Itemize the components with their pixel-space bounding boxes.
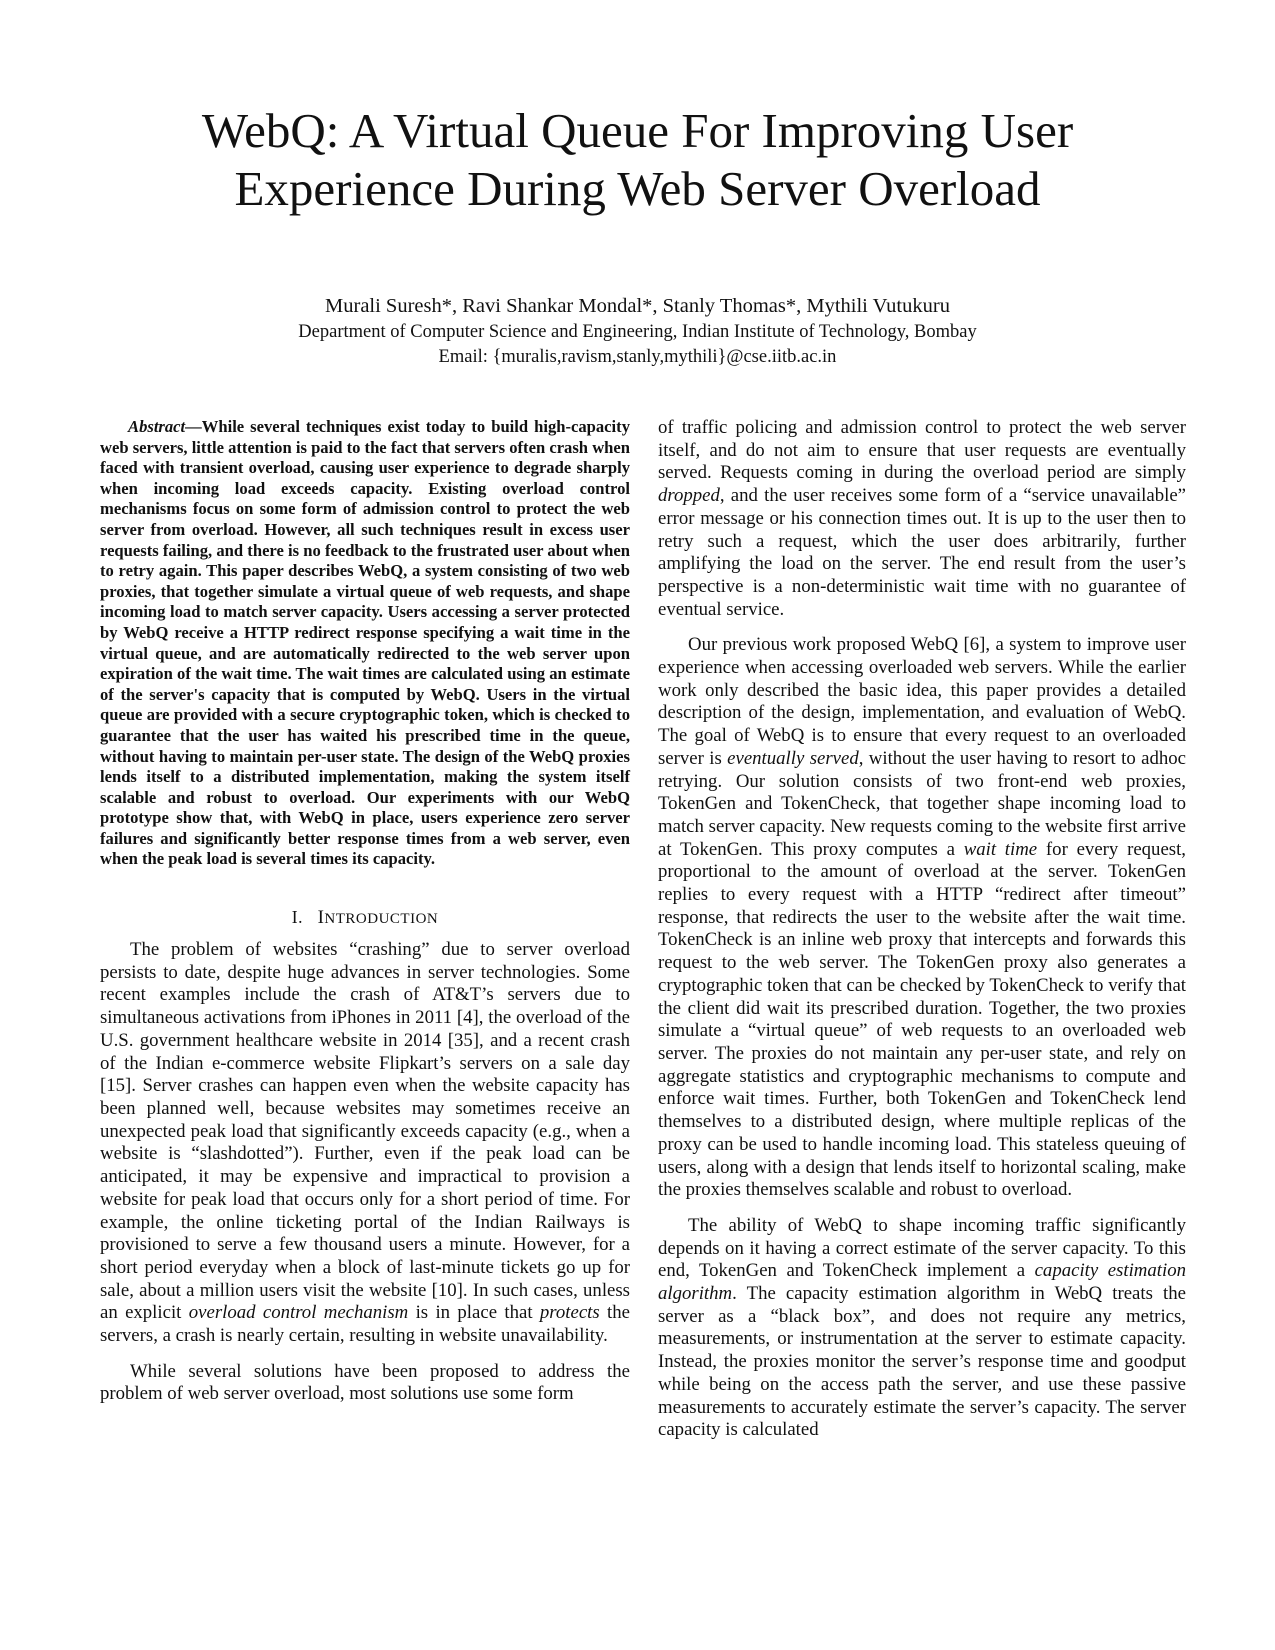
- emphasis: wait time: [963, 838, 1038, 860]
- abstract-label: Abstract: [128, 417, 186, 436]
- section-heading-introduction: [100, 907, 630, 929]
- abstract-dash: —: [185, 417, 202, 436]
- intro-paragraph-4: [658, 1215, 1186, 1442]
- text-run: The ability of WebQ to shape incoming traffic significantly depends on it having a correct estimate of the server capacity. To this end, TokenGen and TokenCheck implement a: [658, 1214, 1186, 1282]
- text-run: The problem of websites “crashing” due to server overload persists to date, despite huge advances in server technologies. Some recent examples include the crash of AT&T’s servers due to simultaneous activations from iPhones in 2011 [4], the overload of the U.S. government healthcare website in 2014 [35], and a recent crash of the Indian e-commerce website Flipkart’s servers on a sale day [15]. Server crashes can happen even when the website capacity has been planned well, because websites may sometimes receive an unexpected peak load that significantly exceeds capacity (e.g., when a website is “slashdotted”). Further, even if the peak load can be anticipated, it may be expensive and impractical to provision a website for peak load that occurs only for a short period of time. For example, the online ticketing portal of the Indian Railways is provisioned to serve a few thousand users a minute. However, for a short period everyday when a block of last-minute tickets go up for sale, about a million users visit the website [10]. In such cases, unless an explicit: [100, 939, 630, 1324]
- text-run: is in place that: [408, 1302, 540, 1324]
- emphasis: capacity estimation algorithm: [658, 1260, 1186, 1305]
- text-run: , and the user receives some form of a “service unavailable” error message or his connection times out. It is up to the user then to retry such a request, which the user does arbitrarily, further amplifying the load on the server. The end result from the user’s perspective is a non-deterministic wait time with no guarantee of eventual service.: [658, 485, 1186, 620]
- text-run: the servers, a crash is nearly certain, resulting in website unavailability.: [100, 1302, 630, 1347]
- emphasis: overload control mechanism: [188, 1302, 409, 1324]
- emphasis: eventually served: [727, 747, 859, 769]
- intro-paragraph-2-continued: [658, 417, 1186, 621]
- affiliation: Department of Computer Science and Engineering, Indian Institute of Technology, Bombay: [298, 322, 977, 342]
- text-run: of traffic policing and admission control to protect the web server itself, and do not aim to ensure that user requests are eventually served. Requests coming in during the overload period are simply: [658, 417, 1186, 484]
- abstract: [100, 417, 630, 870]
- author-list: Murali Suresh*, Ravi Shankar Mondal*, Stanly Thomas*, Mythili Vutukuru: [325, 295, 950, 317]
- section-number: I.: [291, 907, 303, 928]
- title-line-1: WebQ: A Virtual Queue For Improving User: [201, 103, 1074, 158]
- section-title-initial: I: [317, 907, 325, 929]
- section-title-rest: NTRODUCTION: [324, 911, 439, 928]
- text-run: . The capacity estimation algorithm in WebQ treats the server as a “black box”, and does not require any metrics, measurements, or instrumentation at the server to estimate capacity. Instead, the proxies monitor the server’s response time and goodput while being on the access path the server, and use these passive measurements to accurately estimate the server’s capacity. The server capacity is calculated: [658, 1283, 1186, 1441]
- left-column: [100, 417, 630, 1419]
- abstract-text: While several techniques exist today to build high-capacity web servers, little attention is paid to the fact that servers often crash when faced with transient overload, causing user experience to degrade sharply when incoming load exceeds capacity. Existing overload control mechanisms focus on some form of admission control to protect the web server from overload. However, all such techniques result in excess user requests failing, and there is no feedback to the frustrated user about when to retry again. This paper describes WebQ, a system consisting of two web proxies, that together simulate a virtual queue of web requests, and shape incoming load to match server capacity. Users accessing a server protected by WebQ receive a HTTP redirect response specifying a wait time in the virtual queue, and are automatically redirected to the web server upon expiration of the wait time. The wait times are calculated using an estimate of the server's capacity that is computed by WebQ. Users in the virtual queue are provided with a secure cryptographic token, which is checked to guarantee that the user has waited his prescribed time in the queue, without having to maintain per-user state. The design of the WebQ proxies lends itself to a distributed implementation, making the system itself scalable and robust to overload. Our experiments with our WebQ prototype show that, with WebQ in place, users experience zero server failures and significantly better response times from a web server, even when the peak load is several times its capacity.: [100, 417, 630, 869]
- text-run: for every request, proportional to the amount of overload at the server. TokenGen replies to every request with a HTTP “redirect after timeout” response, that redirects the user to the website after the wait time. TokenCheck is an inline web proxy that intercepts and forwards this request to the web server. The TokenGen proxy also generates a cryptographic token that can be checked by TokenCheck to verify that the client did wait its prescribed duration. Together, the two proxies simulate a “virtual queue” of web requests to an overloaded web server. The proxies do not maintain any per-user state, and rely on aggregate statistics and cryptographic mechanisms to compute and enforce wait times. Further, both TokenGen and TokenCheck lend themselves to a distributed design, where multiple replicas of the proxy can be used to handle incoming load. This stateless queuing of users, along with a design that lends itself to horizontal scaling, make the proxies themselves scalable and robust to overload.: [658, 838, 1187, 1201]
- title-line-2: Experience During Web Server Overload: [234, 161, 1041, 216]
- emphasis: dropped: [658, 485, 720, 507]
- text-run: , without the user having to resort to adhoc retrying. Our solution consists of two front-end web proxies, TokenGen and TokenCheck, that together shape incoming load to match server capacity. New requests coming to the website first arrive at TokenGen. This proxy computes a: [658, 747, 1186, 860]
- text-run: Our previous work proposed WebQ [6], a system to improve user experience when accessing overloaded web servers. While the earlier work only described the basic idea, this paper provides a detailed description of the design, implementation, and evaluation of WebQ. The goal of WebQ is to ensure that every request to an overloaded server is: [658, 634, 1186, 769]
- author-email: Email: {muralis,ravism,stanly,mythili}@cse.iitb.ac.in: [438, 347, 837, 367]
- intro-paragraph-3: [658, 634, 1186, 1202]
- intro-paragraph-2: While several solutions have been proposed to address the problem of web server overload, most solutions use some form: [100, 1360, 630, 1405]
- intro-paragraph-1: [100, 939, 630, 1348]
- paper-title: [100, 102, 1175, 218]
- emphasis: protects: [539, 1302, 600, 1324]
- right-column: [658, 417, 1186, 1455]
